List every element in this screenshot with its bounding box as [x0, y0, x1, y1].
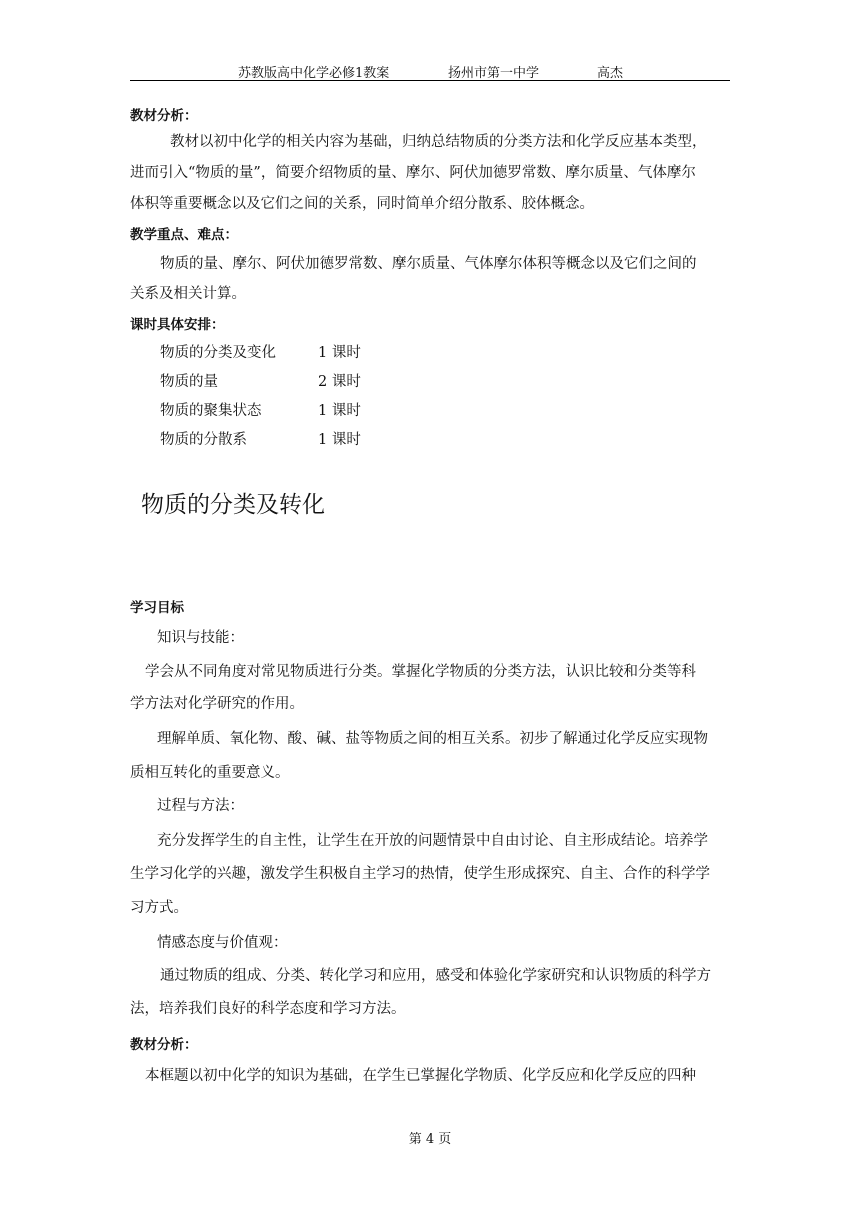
chapter-title: 物质的分类及转化 — [141, 492, 325, 518]
paragraph-line: 体积等重要概念以及它们之间的关系，同时简单介绍分散系、胶体概念。 — [130, 196, 594, 212]
page-number: 第 4 页 — [408, 1132, 452, 1147]
subheading-knowledge: 知识与技能： — [157, 630, 244, 646]
paragraph-line: 通过物质的组成、分类、转化学习和应用，感受和体验化学家研究和认识物质的科学方 — [160, 968, 711, 984]
section-heading-objectives: 学习目标 — [130, 600, 184, 616]
schedule-item-name: 物质的分类及变化 — [160, 345, 276, 361]
paragraph-line: 教材以初中化学的相关内容为基础，归纳总结物质的分类方法和化学反应基本类型， — [170, 134, 707, 150]
paragraph-line: 学会从不同角度对常见物质进行分类。掌握化学物质的分类方法，认识比较和分类等科 — [145, 664, 696, 680]
paragraph-line: 质相互转化的重要意义。 — [130, 765, 290, 781]
schedule-item-name: 物质的聚集状态 — [160, 403, 262, 419]
section-heading-analysis-2: 教材分析： — [130, 1037, 198, 1053]
section-heading-analysis: 教材分析： — [130, 108, 198, 124]
subheading-process: 过程与方法： — [157, 798, 244, 814]
paragraph-line: 进而引入“物质的量”，简要介绍物质的量、摩尔、阿伏加德罗常数、摩尔质量、气体摩尔 — [130, 165, 696, 181]
header-book-title: 苏教版高中化学必修1教案 — [238, 66, 390, 81]
header-author: 高杰 — [597, 66, 624, 81]
paragraph-line: 本框题以初中化学的知识为基础，在学生已掌握化学物质、化学反应和化学反应的四种 — [145, 1068, 696, 1084]
paragraph-line: 法，培养我们良好的科学态度和学习方法。 — [130, 1001, 406, 1017]
schedule-item-name: 物质的分散系 — [160, 432, 247, 448]
paragraph-line: 关系及相关计算。 — [130, 286, 246, 302]
header-school: 扬州市第一中学 — [448, 66, 540, 81]
paragraph-line: 充分发挥学生的自主性，让学生在开放的问题情景中自由讨论、自主形成结论。培养学 — [157, 833, 708, 849]
paragraph-line: 学方法对化学研究的作用。 — [130, 696, 304, 712]
paragraph-line: 生学习化学的兴趣，激发学生积极自主学习的热情，使学生形成探究、自主、合作的科学学 — [130, 866, 710, 882]
subheading-attitude: 情感态度与价值观： — [157, 935, 288, 951]
schedule-item-time: 1 课时 — [318, 345, 361, 361]
schedule-item-time: 1 课时 — [318, 432, 361, 448]
section-heading-key-points: 教学重点、难点： — [130, 227, 238, 243]
paragraph-line: 物质的量、摩尔、阿伏加德罗常数、摩尔质量、气体摩尔体积等概念以及它们之间的 — [160, 256, 697, 272]
schedule-item-time: 1 课时 — [318, 403, 361, 419]
page-header — [130, 62, 730, 81]
schedule-item-name: 物质的量 — [160, 374, 218, 390]
schedule-item-time: 2 课时 — [318, 374, 361, 390]
paragraph-line: 理解单质、氧化物、酸、碱、盐等物质之间的相互关系。初步了解通过化学反应实现物 — [157, 731, 708, 747]
section-heading-schedule: 课时具体安排： — [130, 317, 225, 333]
paragraph-line: 习方式。 — [130, 900, 188, 916]
